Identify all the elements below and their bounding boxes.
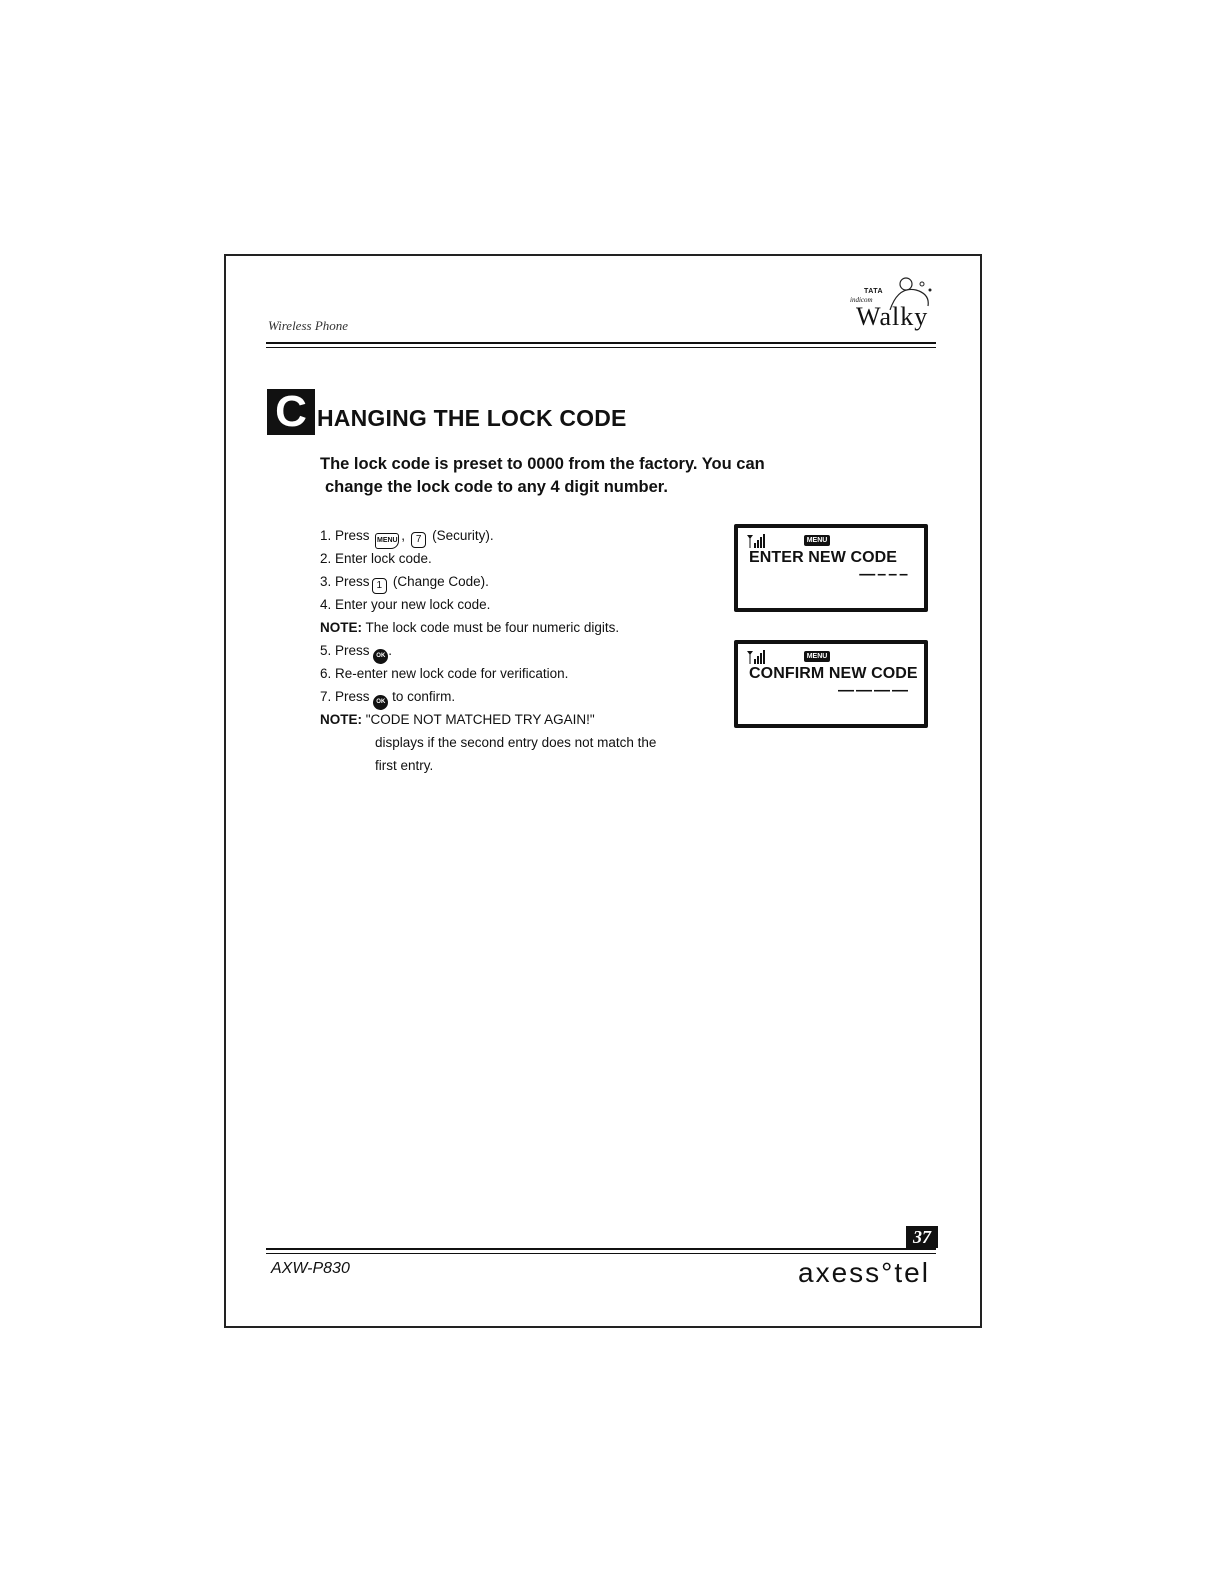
note-1-label: NOTE: <box>320 620 362 635</box>
step-5-prefix: 5. Press <box>320 643 370 658</box>
note-2-line-3: first entry. <box>375 758 434 773</box>
intro-line-2: change the lock code to any 4 digit number. <box>325 478 668 496</box>
menu-badge-icon: MENU <box>804 535 830 546</box>
screen-text: ENTER NEW CODE <box>749 549 898 566</box>
page-number: 37 <box>906 1226 938 1248</box>
code-entry-dashes: —––– <box>859 566 910 583</box>
key-7-icon: 7 <box>411 532 427 548</box>
menu-badge-icon: MENU <box>804 651 830 662</box>
screen-text: CONFIRM NEW CODE <box>749 665 918 682</box>
note-2-line-2: displays if the second entry does not match the <box>375 735 657 750</box>
step-7 <box>320 685 720 708</box>
step-2: 2. Enter lock code. <box>320 551 432 566</box>
section-initial-letter: C <box>267 389 315 435</box>
ok-button-icon: OK <box>373 695 388 710</box>
footer-rule-thin <box>266 1253 936 1254</box>
ok-button-icon: OK <box>373 649 388 664</box>
intro-line-1: The lock code is preset to 0000 from the factory. You can <box>320 455 765 473</box>
note-1-text: The lock code must be four numeric digits. <box>365 620 620 635</box>
step-3-prefix: 3. Press <box>320 574 370 589</box>
walky-logo <box>836 276 946 336</box>
note-1 <box>320 616 720 639</box>
signal-icon <box>746 650 768 664</box>
menu-key-icon: MENU <box>375 533 399 549</box>
phone-screen-enter <box>734 524 928 612</box>
code-entry-dashes: ———— <box>838 682 910 699</box>
logo-indicom: indicom <box>850 296 873 304</box>
logo-tata: TATA <box>864 288 884 295</box>
brand-logo: axess°tel <box>798 1257 930 1288</box>
intro-paragraph <box>320 453 840 499</box>
footer-rule <box>266 1248 936 1250</box>
step-1-prefix: 1. Press <box>320 528 370 543</box>
step-1-separator: , <box>401 528 406 543</box>
signal-icon <box>746 534 768 548</box>
model-number: AXW-P830 <box>271 1260 350 1277</box>
steps-list <box>320 524 720 777</box>
phone-screen-confirm <box>734 640 928 728</box>
step-7-prefix: 7. Press <box>320 689 370 704</box>
step-7-suffix: to confirm. <box>392 689 456 704</box>
key-1-icon: 1 <box>372 578 388 594</box>
step-5-suffix: . <box>388 643 393 658</box>
step-1-suffix: (Security). <box>432 528 494 543</box>
header-rule-thin <box>266 347 936 348</box>
step-5 <box>320 639 720 662</box>
header-rule <box>266 342 936 344</box>
step-1 <box>320 524 720 547</box>
step-3 <box>320 570 720 593</box>
step-3-suffix: (Change Code). <box>392 574 489 589</box>
note-2 <box>320 708 720 731</box>
note-2-label: NOTE: <box>320 712 362 727</box>
logo-walky: Walky <box>856 302 929 331</box>
section-heading: HANGING THE LOCK CODE <box>317 405 627 431</box>
step-4: 4. Enter your new lock code. <box>320 597 491 612</box>
step-6: 6. Re-enter new lock code for verification. <box>320 666 569 681</box>
note-2-text: "CODE NOT MATCHED TRY AGAIN!" <box>365 712 595 727</box>
header-title: Wireless Phone <box>268 318 349 333</box>
